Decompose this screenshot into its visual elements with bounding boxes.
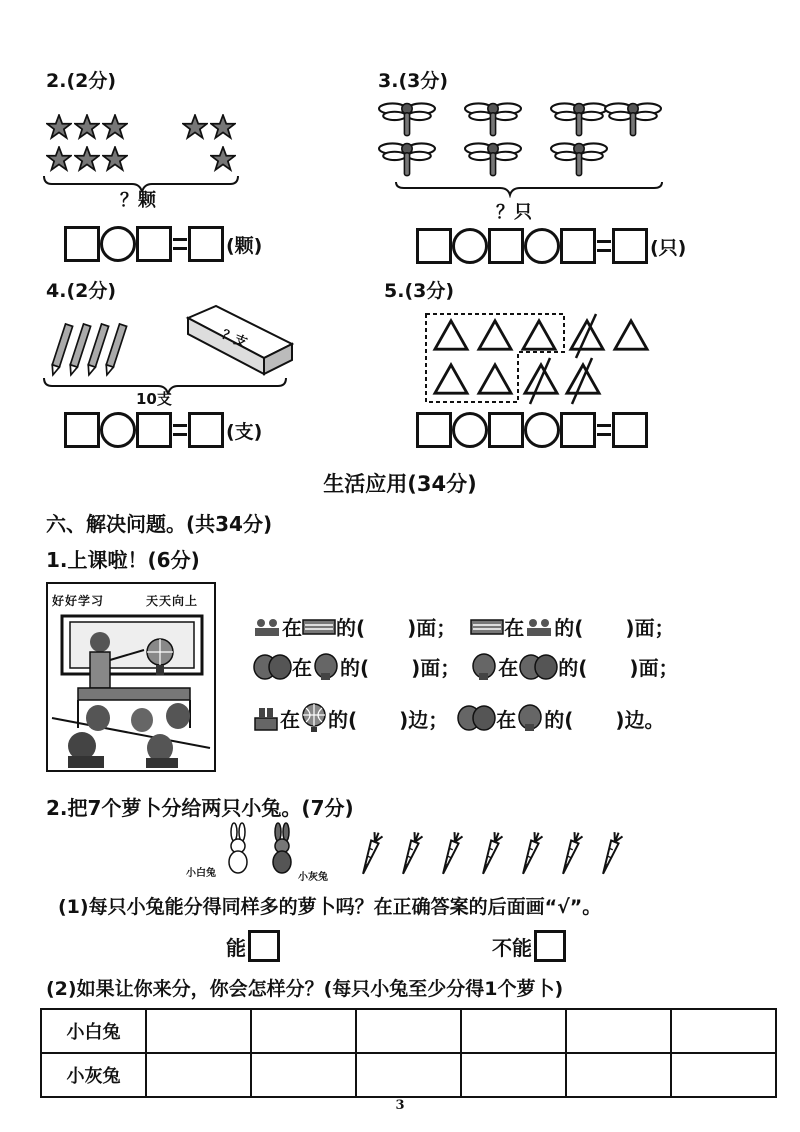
- q4-box-text: ？支: [219, 327, 250, 352]
- q3-equation: [416, 228, 686, 264]
- table-row: [41, 1009, 776, 1053]
- equals-sign: [173, 238, 187, 250]
- table-cell[interactable]: [251, 1009, 356, 1053]
- equals-sign: [597, 424, 611, 436]
- answer-box[interactable]: [64, 226, 100, 262]
- no-label: 不能: [492, 935, 532, 960]
- dragonfly-icon: [551, 103, 607, 135]
- table-cell[interactable]: [566, 1053, 671, 1097]
- student-icon: [470, 653, 498, 681]
- operator-circle[interactable]: [524, 228, 560, 264]
- brace-icon: [396, 182, 662, 195]
- q4-total: 10支: [136, 390, 172, 408]
- star-icon: [103, 147, 127, 170]
- p1-row-1: [252, 612, 675, 641]
- p2-sub1: (1)每只小兔能分得同样多的萝卜吗？在正确答案的后面画“√”。: [58, 896, 602, 918]
- carrot-icon: [558, 831, 583, 875]
- p1-row-3: [252, 702, 665, 734]
- answer-box[interactable]: [188, 412, 224, 448]
- p1-row-2-text: )面；: [629, 656, 679, 680]
- row-label-white-rabbit: 小白兔: [41, 1009, 146, 1053]
- p1-row-1-text: 的(: [336, 616, 366, 640]
- q2-question: ？颗: [120, 190, 156, 211]
- q2-equation: [64, 226, 262, 262]
- q2-star-diagram: [40, 108, 250, 198]
- table-cell[interactable]: [356, 1009, 461, 1053]
- answer-box[interactable]: [188, 226, 224, 262]
- no-check-box[interactable]: [534, 930, 566, 962]
- answer-box[interactable]: [488, 228, 524, 264]
- table-cell[interactable]: [566, 1009, 671, 1053]
- answer-box[interactable]: [136, 226, 172, 262]
- grey-rabbit-label: 小灰兔: [298, 872, 328, 883]
- p1-row-3-text: )边；: [399, 707, 449, 732]
- q2-unit: (颗): [226, 234, 263, 257]
- dragonfly-icon: [551, 143, 607, 175]
- star-icon: [75, 147, 99, 170]
- p1-row-2-text: 的(: [558, 656, 588, 680]
- grey-rabbit-icon: [273, 823, 291, 873]
- table-cell[interactable]: [671, 1053, 776, 1097]
- carrot-icon: [598, 831, 623, 875]
- part6-heading: 六、解决问题。(共34分): [46, 512, 273, 536]
- carrot-icon: [478, 831, 503, 875]
- p1-row-1-text: 的(: [554, 616, 584, 640]
- carrot-icon: [398, 831, 423, 875]
- star-icon: [211, 115, 235, 138]
- student-icon: [312, 653, 340, 681]
- star-icon: [183, 115, 207, 138]
- carrot-icon: [358, 831, 383, 875]
- carrot-icon: [438, 831, 463, 875]
- q4-label: 4.(2分): [46, 280, 117, 302]
- triangle-icon: [615, 321, 647, 349]
- p2-title: 2.把7个萝卜分给两只小兔。(7分): [46, 796, 354, 820]
- q4-unit: (支): [226, 420, 263, 443]
- classroom-picture: [46, 582, 216, 772]
- desk-icon: [524, 616, 554, 638]
- p1-row-3-text: 的(: [544, 707, 574, 732]
- table-cell[interactable]: [356, 1053, 461, 1097]
- answer-box[interactable]: [488, 412, 524, 448]
- rabbits-icon: [220, 822, 300, 880]
- blackboard-icon: [302, 617, 336, 637]
- row-label-grey-rabbit: 小灰兔: [41, 1053, 146, 1097]
- answer-box[interactable]: [416, 412, 452, 448]
- answer-box[interactable]: [560, 228, 596, 264]
- globe-icon: [300, 702, 328, 734]
- operator-circle[interactable]: [100, 226, 136, 262]
- p1-row-1-text: )面；: [407, 616, 457, 640]
- answer-box[interactable]: [64, 412, 100, 448]
- operator-circle[interactable]: [452, 412, 488, 448]
- answer-box[interactable]: [416, 228, 452, 264]
- p1-row-1-text: 在: [282, 616, 302, 640]
- triangle-icon: [479, 321, 511, 349]
- table-cell[interactable]: [146, 1053, 251, 1097]
- table-cell[interactable]: [146, 1009, 251, 1053]
- section-title: 生活应用(34分): [323, 472, 477, 496]
- q4-equation: [64, 412, 262, 448]
- dragonfly-icon: [379, 143, 435, 175]
- p1-row-1-text: 在: [504, 616, 525, 640]
- q3-question: ？只: [496, 202, 532, 223]
- no-option: [492, 930, 566, 962]
- star-icon: [211, 147, 235, 170]
- table-cell[interactable]: [251, 1053, 356, 1097]
- triangle-icon: [435, 365, 467, 393]
- star-icon: [103, 115, 127, 138]
- carrots-row: [352, 830, 632, 878]
- q5-label: 5.(3分): [384, 280, 455, 302]
- p1-title: 1.上课啦！(6分): [46, 548, 200, 572]
- star-icon: [75, 115, 99, 138]
- dragonfly-icon: [465, 143, 521, 175]
- classroom-scene-icon: [48, 608, 214, 770]
- p1-row-2-text: 的(: [340, 656, 370, 680]
- table-cell[interactable]: [671, 1009, 776, 1053]
- division-table: [40, 1008, 777, 1098]
- dragonfly-icon: [605, 103, 661, 135]
- q3-label: 3.(3分): [378, 70, 449, 92]
- p1-row-2-text: )面；: [411, 656, 461, 680]
- triangle-icon: [523, 321, 555, 349]
- yes-label: 能: [226, 935, 246, 960]
- p1-row-3-text: 的(: [328, 707, 358, 732]
- p1-row-1-text: )面；: [625, 616, 675, 640]
- star-icon: [47, 147, 71, 170]
- equals-sign: [597, 240, 611, 252]
- equals-sign: [173, 424, 187, 436]
- p1-row-2: [252, 652, 679, 681]
- p2-sub2: (2)如果让你来分，你会怎样分？(每只小兔至少分得1个萝卜): [46, 978, 564, 1000]
- blackboard-icon: [470, 617, 504, 637]
- operator-circle[interactable]: [524, 412, 560, 448]
- yes-check-box[interactable]: [248, 930, 280, 962]
- q2-label: 2.(2分): [46, 70, 117, 92]
- answer-box[interactable]: [136, 412, 172, 448]
- q3-unit: (只): [650, 236, 687, 259]
- page-number: 3: [395, 1098, 405, 1113]
- table-cell[interactable]: [461, 1009, 566, 1053]
- table-cell[interactable]: [461, 1053, 566, 1097]
- p1-row-3-text: 在: [496, 707, 517, 732]
- dragonfly-icon: [379, 103, 435, 135]
- p1-row-2-text: 在: [498, 656, 519, 680]
- p1-row-3-text: )边。: [615, 707, 665, 732]
- poster-right: 天天向上: [146, 594, 199, 608]
- desk-icon: [252, 616, 282, 638]
- dragonfly-icon: [465, 103, 521, 135]
- answer-box[interactable]: [560, 412, 596, 448]
- pencil-icon: [49, 324, 72, 376]
- operator-circle[interactable]: [452, 228, 488, 264]
- desk-stack-icon: [252, 704, 280, 732]
- carrot-icon: [518, 831, 543, 875]
- answer-box[interactable]: [612, 228, 648, 264]
- yes-option: [226, 930, 280, 962]
- q5-equation: [416, 412, 648, 448]
- p1-row-3-text: 在: [280, 707, 300, 732]
- star-icon: [47, 115, 71, 138]
- student-icon: [516, 704, 544, 732]
- answer-box[interactable]: [612, 412, 648, 448]
- p1-row-2-text: 在: [292, 656, 312, 680]
- two-students-icon: [518, 653, 558, 681]
- poster-left: 好好学习: [52, 594, 105, 608]
- triangle-icon: [479, 365, 511, 393]
- triangle-icon: [435, 321, 467, 349]
- operator-circle[interactable]: [100, 412, 136, 448]
- table-row: [41, 1053, 776, 1097]
- q3-dragonfly-diagram: [376, 98, 676, 198]
- q5-triangle-diagram: [420, 310, 660, 410]
- two-students-icon: [456, 704, 496, 732]
- white-rabbit-icon: [229, 823, 247, 873]
- white-rabbit-label: 小白兔: [186, 868, 216, 879]
- two-students-icon: [252, 653, 292, 681]
